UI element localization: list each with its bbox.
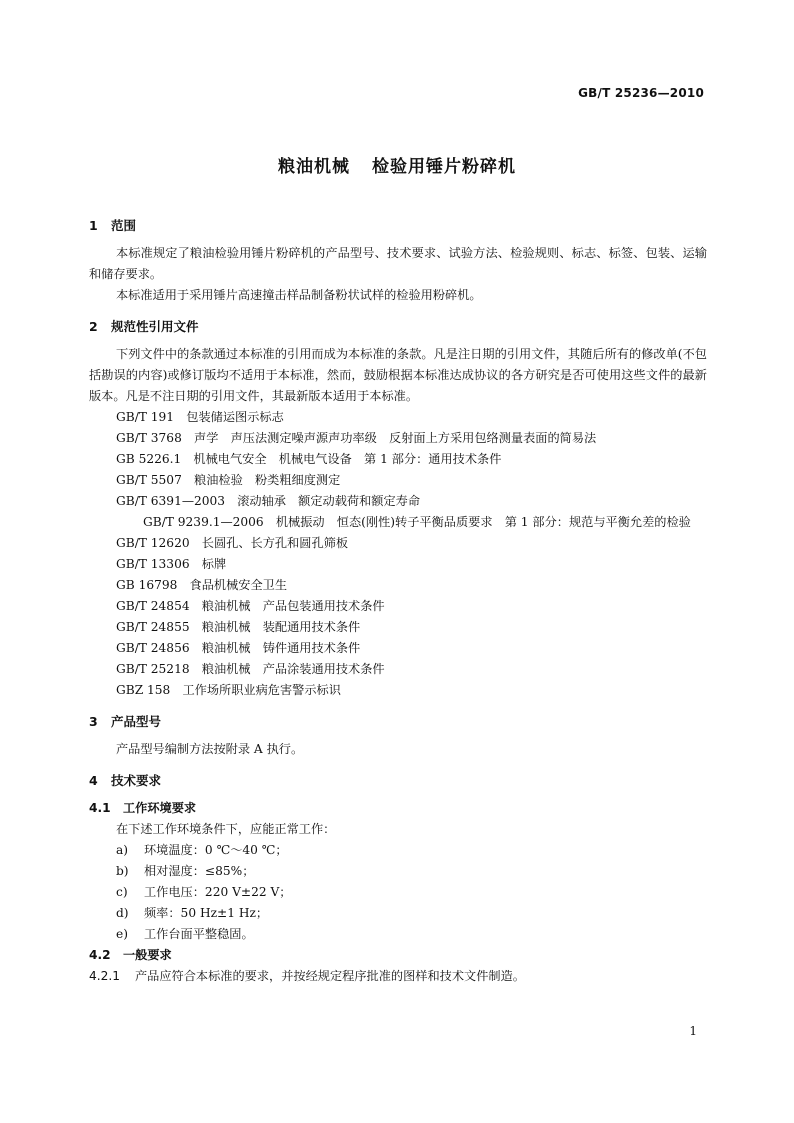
reference-title: 长圆孔、长方孔和圆孔筛板 — [201, 536, 349, 550]
subsection-title: 一般要求 — [123, 948, 172, 962]
reference-title: 食品机械安全卫生 — [189, 578, 288, 592]
reference-code: GB/T 5507 — [116, 473, 182, 487]
subsection-heading-environment — [89, 798, 707, 819]
reference-item — [89, 533, 707, 554]
section-title: 范围 — [111, 218, 137, 233]
reference-item — [89, 428, 707, 449]
document-body — [89, 215, 707, 987]
reference-item — [89, 554, 707, 575]
clause-number: 4.2.1 — [89, 969, 121, 983]
reference-code: GB 16798 — [116, 578, 178, 592]
reference-title: 机械电气安全 机械电气设备 第 1 部分：通用技术条件 — [193, 452, 502, 466]
list-item — [89, 861, 707, 882]
page-number: 1 — [689, 1024, 697, 1038]
reference-title: 粮油机械 铸件通用技术条件 — [201, 641, 361, 655]
list-label: c) — [116, 885, 128, 899]
reference-code: GB/T 24856 — [116, 641, 190, 655]
reference-item — [89, 407, 707, 428]
reference-code: GB/T 25218 — [116, 662, 190, 676]
reference-title: 标牌 — [201, 557, 227, 571]
paragraph: 本标准适用于采用锤片高速撞击样品制备粉状试样的检验用粉碎机。 — [116, 288, 482, 302]
reference-code: GBZ 158 — [116, 683, 171, 697]
subsection-number: 4.2 — [89, 948, 111, 962]
section-heading-product-model — [89, 711, 707, 732]
list-label: d) — [116, 906, 129, 920]
reference-code: GB/T 6391—2003 — [116, 494, 226, 508]
reference-title: 工作场所职业病危害警示标识 — [182, 683, 341, 697]
reference-title: 滚动轴承 额定动载荷和额定寿命 — [237, 494, 421, 508]
list-text: 工作电压：220 V±22 V； — [144, 885, 292, 899]
reference-title: 粮油机械 产品涂装通用技术条件 — [201, 662, 385, 676]
reference-code: GB/T 13306 — [116, 557, 190, 571]
clause-text: 产品应符合本标准的要求，并按经规定程序批准的图样和技术文件制造。 — [135, 969, 525, 983]
section-heading-technical-requirements — [89, 770, 707, 791]
list-item — [89, 840, 707, 861]
reference-item — [89, 491, 707, 512]
reference-title: 粮油检验 粉类粗细度测定 — [194, 473, 341, 487]
reference-title: 机械振动 恒态(刚性)转子平衡品质要求 第 1 部分：规范与平衡允差的检验 — [275, 515, 691, 529]
section-number: 2 — [89, 319, 98, 334]
section-number: 4 — [89, 773, 98, 788]
reference-item — [89, 638, 707, 659]
reference-code: GB/T 9239.1—2006 — [143, 515, 264, 529]
section-number: 1 — [89, 218, 98, 233]
reference-title: 粮油机械 产品包装通用技术条件 — [201, 599, 385, 613]
clause-4-2-1 — [89, 966, 707, 987]
subsection-number: 4.1 — [89, 801, 111, 815]
list-item — [89, 903, 707, 924]
reference-item — [89, 680, 707, 701]
subsection-title: 工作环境要求 — [123, 801, 197, 815]
section-title: 技术要求 — [111, 773, 162, 788]
reference-item — [89, 470, 707, 491]
section-number: 3 — [89, 714, 98, 729]
section-title: 产品型号 — [111, 714, 162, 729]
reference-code: GB 5226.1 — [116, 452, 182, 466]
paragraph: 下列文件中的条款通过本标准的引用而成为本标准的条款。凡是注日期的引用文件，其随后所有的修改单(不包括勘误的内容)或修订版均不适用于本标准，然而，鼓励根据本标准达成协议的各方研究是否可使用这些文件的最新版本。凡是不注日期的引用文件，其最新版本适用于本标准。 — [89, 347, 707, 403]
subsection-heading-general — [89, 945, 707, 966]
reference-item — [89, 575, 707, 596]
reference-item — [89, 512, 707, 533]
list-text: 环境温度：0 ℃～40 ℃； — [144, 843, 288, 857]
list-text: 相对湿度：≤85%； — [144, 864, 255, 878]
list-item — [89, 924, 707, 945]
reference-code: GB/T 3768 — [116, 431, 182, 445]
reference-item — [89, 596, 707, 617]
paragraph: 本标准规定了粮油检验用锤片粉碎机的产品型号、技术要求、试验方法、检验规则、标志、标签、包装、运输和储存要求。 — [89, 246, 707, 281]
reference-code: GB/T 24855 — [116, 620, 190, 634]
reference-title: 包装储运图示标志 — [186, 410, 284, 424]
list-label: e) — [116, 927, 128, 941]
standard-number: GB/T 25236—2010 — [578, 86, 704, 100]
section-title: 规范性引用文件 — [111, 319, 199, 334]
reference-item — [89, 617, 707, 638]
document-title — [0, 152, 794, 177]
reference-code: GB/T 24854 — [116, 599, 190, 613]
reference-item — [89, 449, 707, 470]
section-heading-normative-references — [89, 316, 707, 337]
title-part-1: 粮油机械 — [278, 157, 350, 177]
list-text: 频率：50 Hz±1 Hz； — [144, 906, 269, 920]
list-label: b) — [116, 864, 129, 878]
reference-title: 粮油机械 装配通用技术条件 — [201, 620, 361, 634]
paragraph: 在下述工作环境条件下，应能正常工作： — [116, 822, 336, 836]
list-item — [89, 882, 707, 903]
reference-code: GB/T 191 — [116, 410, 175, 424]
title-part-2: 检验用锤片粉碎机 — [372, 157, 516, 177]
list-text: 工作台面平整稳固。 — [144, 927, 254, 941]
paragraph: 产品型号编制方法按附录 A 执行。 — [116, 742, 304, 756]
section-heading-scope — [89, 215, 707, 236]
list-label: a) — [116, 843, 129, 857]
reference-item — [89, 659, 707, 680]
reference-title: 声学 声压法测定噪声源声功率级 反射面上方采用包络测量表面的简易法 — [194, 431, 597, 445]
reference-code: GB/T 12620 — [116, 536, 190, 550]
